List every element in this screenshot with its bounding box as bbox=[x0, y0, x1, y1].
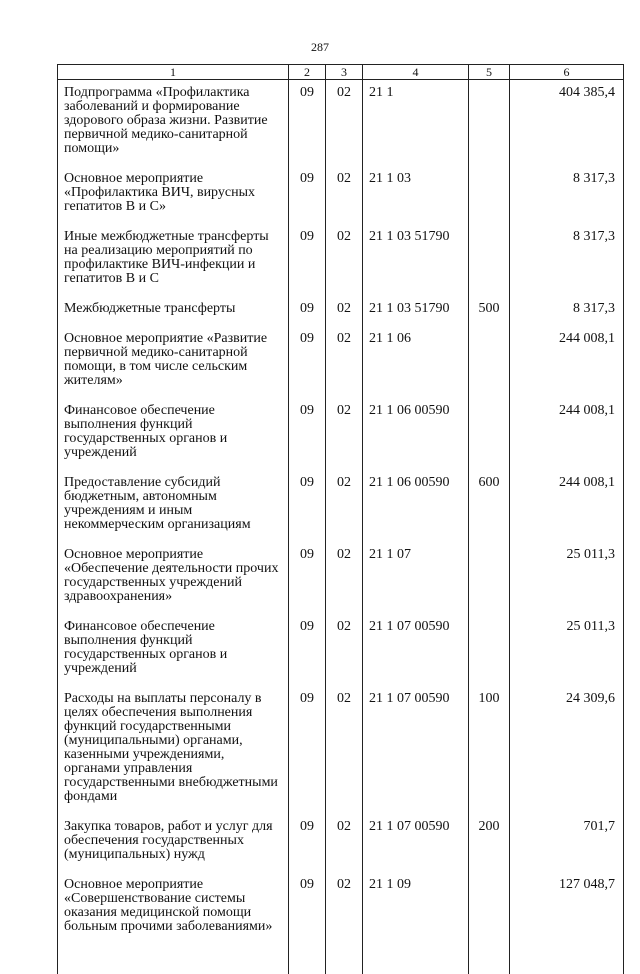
row-expense-type bbox=[469, 398, 510, 460]
spacer-cell bbox=[510, 316, 624, 326]
table-row bbox=[58, 872, 624, 934]
spacer-cell bbox=[363, 388, 469, 398]
spacer-cell bbox=[326, 286, 363, 296]
spacer-cell bbox=[326, 862, 363, 872]
row-expense-type: 500 bbox=[469, 296, 510, 316]
row-spacer bbox=[58, 460, 624, 470]
spacer-cell bbox=[289, 862, 326, 872]
spacer-cell bbox=[469, 532, 510, 542]
row-amount: 244 008,1 bbox=[510, 470, 624, 532]
spacer-cell bbox=[363, 532, 469, 542]
spacer-cell bbox=[58, 804, 289, 814]
spacer-cell bbox=[289, 388, 326, 398]
row-section: 09 bbox=[289, 872, 326, 934]
spacer-cell bbox=[326, 804, 363, 814]
spacer-cell bbox=[469, 286, 510, 296]
row-section: 09 bbox=[289, 398, 326, 460]
row-spacer bbox=[58, 804, 624, 814]
spacer-cell bbox=[510, 286, 624, 296]
row-expense-type bbox=[469, 614, 510, 676]
spacer-cell bbox=[469, 388, 510, 398]
row-expense-type: 100 bbox=[469, 686, 510, 804]
spacer-cell bbox=[58, 286, 289, 296]
row-target-article: 21 1 07 00590 bbox=[363, 686, 469, 804]
row-subsection: 02 bbox=[326, 686, 363, 804]
row-expense-type bbox=[469, 872, 510, 934]
spacer-cell bbox=[510, 804, 624, 814]
spacer-cell bbox=[289, 316, 326, 326]
spacer-cell bbox=[469, 862, 510, 872]
row-target-article: 21 1 03 51790 bbox=[363, 296, 469, 316]
spacer-cell bbox=[363, 934, 469, 974]
header-col-6: 6 bbox=[510, 65, 624, 80]
spacer-cell bbox=[326, 934, 363, 974]
table-row bbox=[58, 296, 624, 316]
table-row bbox=[58, 542, 624, 604]
header-col-1: 1 bbox=[58, 65, 289, 80]
spacer-cell bbox=[510, 934, 624, 974]
spacer-cell bbox=[58, 676, 289, 686]
row-expense-type: 200 bbox=[469, 814, 510, 862]
spacer-cell bbox=[58, 604, 289, 614]
row-name: Межбюджетные трансферты bbox=[58, 296, 289, 316]
spacer-cell bbox=[289, 532, 326, 542]
row-subsection: 02 bbox=[326, 872, 363, 934]
spacer-cell bbox=[363, 156, 469, 166]
row-target-article: 21 1 07 00590 bbox=[363, 614, 469, 676]
spacer-cell bbox=[510, 604, 624, 614]
row-expense-type bbox=[469, 166, 510, 214]
row-amount: 404 385,4 bbox=[510, 80, 624, 157]
table-row bbox=[58, 686, 624, 804]
row-name: Финансовое обеспечение выполнения функций государственных органов и учреждений bbox=[58, 614, 289, 676]
spacer-cell bbox=[469, 804, 510, 814]
row-amount: 701,7 bbox=[510, 814, 624, 862]
spacer-cell bbox=[326, 460, 363, 470]
spacer-cell bbox=[289, 286, 326, 296]
table-row bbox=[58, 814, 624, 862]
row-name: Основное мероприятие «Профилактика ВИЧ, вирусных гепатитов В и С» bbox=[58, 166, 289, 214]
spacer-cell bbox=[58, 934, 289, 974]
spacer-cell bbox=[363, 862, 469, 872]
spacer-cell bbox=[469, 156, 510, 166]
table-row bbox=[58, 470, 624, 532]
row-target-article: 21 1 07 00590 bbox=[363, 814, 469, 862]
row-section: 09 bbox=[289, 542, 326, 604]
row-subsection: 02 bbox=[326, 470, 363, 532]
row-spacer bbox=[58, 676, 624, 686]
spacer-cell bbox=[289, 156, 326, 166]
spacer-cell bbox=[363, 804, 469, 814]
row-amount: 25 011,3 bbox=[510, 614, 624, 676]
row-expense-type bbox=[469, 542, 510, 604]
table-row bbox=[58, 398, 624, 460]
row-target-article: 21 1 03 51790 bbox=[363, 224, 469, 286]
row-expense-type: 600 bbox=[469, 470, 510, 532]
spacer-cell bbox=[363, 214, 469, 224]
row-spacer bbox=[58, 604, 624, 614]
row-target-article: 21 1 07 bbox=[363, 542, 469, 604]
row-subsection: 02 bbox=[326, 326, 363, 388]
spacer-cell bbox=[58, 532, 289, 542]
row-subsection: 02 bbox=[326, 224, 363, 286]
row-spacer bbox=[58, 388, 624, 398]
row-expense-type bbox=[469, 326, 510, 388]
spacer-cell bbox=[58, 214, 289, 224]
spacer-cell bbox=[510, 156, 624, 166]
row-name: Расходы на выплаты персоналу в целях обеспечения выполнения функций государственными (муниципальными) органами, казенными учреждениями, органами управления государственными внебюджетными фондами bbox=[58, 686, 289, 804]
spacer-cell bbox=[510, 862, 624, 872]
row-amount: 24 309,6 bbox=[510, 686, 624, 804]
row-amount: 8 317,3 bbox=[510, 166, 624, 214]
spacer-cell bbox=[289, 934, 326, 974]
row-spacer bbox=[58, 286, 624, 296]
spacer-cell bbox=[363, 460, 469, 470]
spacer-cell bbox=[289, 214, 326, 224]
row-subsection: 02 bbox=[326, 614, 363, 676]
row-section: 09 bbox=[289, 80, 326, 157]
row-section: 09 bbox=[289, 686, 326, 804]
row-expense-type bbox=[469, 80, 510, 157]
row-amount: 244 008,1 bbox=[510, 326, 624, 388]
row-name: Предоставление субсидий бюджетным, автономным учреждениям и иным некоммерческим организациям bbox=[58, 470, 289, 532]
row-spacer bbox=[58, 156, 624, 166]
row-subsection: 02 bbox=[326, 542, 363, 604]
row-amount: 244 008,1 bbox=[510, 398, 624, 460]
spacer-cell bbox=[289, 676, 326, 686]
spacer-cell bbox=[510, 532, 624, 542]
header-col-2: 2 bbox=[289, 65, 326, 80]
row-name: Иные межбюджетные трансферты на реализацию мероприятий по профилактике ВИЧ-инфекции и гепатитов В и С bbox=[58, 224, 289, 286]
table-row bbox=[58, 614, 624, 676]
row-amount: 8 317,3 bbox=[510, 224, 624, 286]
table-row bbox=[58, 80, 624, 157]
spacer-cell bbox=[58, 388, 289, 398]
spacer-cell bbox=[469, 214, 510, 224]
spacer-cell bbox=[363, 316, 469, 326]
row-spacer bbox=[58, 214, 624, 224]
row-spacer bbox=[58, 316, 624, 326]
row-subsection: 02 bbox=[326, 398, 363, 460]
row-section: 09 bbox=[289, 224, 326, 286]
spacer-cell bbox=[510, 676, 624, 686]
row-amount: 8 317,3 bbox=[510, 296, 624, 316]
row-target-article: 21 1 06 00590 bbox=[363, 470, 469, 532]
row-section: 09 bbox=[289, 326, 326, 388]
row-target-article: 21 1 03 bbox=[363, 166, 469, 214]
spacer-cell bbox=[58, 156, 289, 166]
header-col-3: 3 bbox=[326, 65, 363, 80]
spacer-cell bbox=[326, 214, 363, 224]
spacer-cell bbox=[510, 214, 624, 224]
spacer-cell bbox=[58, 316, 289, 326]
spacer-cell bbox=[469, 676, 510, 686]
row-name: Основное мероприятие «Обеспечение деятельности прочих государственных учреждений здравоохранения» bbox=[58, 542, 289, 604]
spacer-cell bbox=[510, 388, 624, 398]
row-subsection: 02 bbox=[326, 296, 363, 316]
spacer-cell bbox=[326, 676, 363, 686]
spacer-cell bbox=[469, 316, 510, 326]
row-section: 09 bbox=[289, 614, 326, 676]
row-section: 09 bbox=[289, 166, 326, 214]
spacer-cell bbox=[289, 604, 326, 614]
row-expense-type bbox=[469, 224, 510, 286]
header-col-4: 4 bbox=[363, 65, 469, 80]
row-target-article: 21 1 06 bbox=[363, 326, 469, 388]
spacer-cell bbox=[363, 676, 469, 686]
row-subsection: 02 bbox=[326, 166, 363, 214]
row-name: Основное мероприятие «Совершенствование системы оказания медицинской помощи больным прочими заболеваниями» bbox=[58, 872, 289, 934]
row-subsection: 02 bbox=[326, 80, 363, 157]
row-section: 09 bbox=[289, 296, 326, 316]
row-target-article: 21 1 09 bbox=[363, 872, 469, 934]
page-number: 287 bbox=[311, 40, 329, 54]
table-row bbox=[58, 224, 624, 286]
table-row bbox=[58, 326, 624, 388]
row-spacer bbox=[58, 934, 624, 974]
row-target-article: 21 1 06 00590 bbox=[363, 398, 469, 460]
row-section: 09 bbox=[289, 814, 326, 862]
spacer-cell bbox=[363, 286, 469, 296]
row-name: Закупка товаров, работ и услуг для обеспечения государственных (муниципальных) нужд bbox=[58, 814, 289, 862]
spacer-cell bbox=[469, 604, 510, 614]
spacer-cell bbox=[326, 532, 363, 542]
spacer-cell bbox=[363, 604, 469, 614]
spacer-cell bbox=[326, 156, 363, 166]
row-section: 09 bbox=[289, 470, 326, 532]
budget-table bbox=[57, 64, 624, 974]
spacer-cell bbox=[510, 460, 624, 470]
row-amount: 25 011,3 bbox=[510, 542, 624, 604]
spacer-cell bbox=[469, 460, 510, 470]
row-spacer bbox=[58, 862, 624, 872]
spacer-cell bbox=[326, 388, 363, 398]
row-target-article: 21 1 bbox=[363, 80, 469, 157]
row-spacer bbox=[58, 532, 624, 542]
table-row bbox=[58, 166, 624, 214]
spacer-cell bbox=[289, 804, 326, 814]
spacer-cell bbox=[289, 460, 326, 470]
row-amount: 127 048,7 bbox=[510, 872, 624, 934]
row-name: Подпрограмма «Профилактика заболеваний и формирование здорового образа жизни. Развитие первичной медико-санитарной помощи» bbox=[58, 80, 289, 157]
spacer-cell bbox=[58, 862, 289, 872]
header-col-5: 5 bbox=[469, 65, 510, 80]
row-subsection: 02 bbox=[326, 814, 363, 862]
spacer-cell bbox=[326, 604, 363, 614]
row-name: Основное мероприятие «Развитие первичной медико-санитарной помощи, в том числе сельским жителям» bbox=[58, 326, 289, 388]
spacer-cell bbox=[58, 460, 289, 470]
row-name: Финансовое обеспечение выполнения функций государственных органов и учреждений bbox=[58, 398, 289, 460]
spacer-cell bbox=[469, 934, 510, 974]
spacer-cell bbox=[326, 316, 363, 326]
table-header-row bbox=[58, 65, 624, 80]
